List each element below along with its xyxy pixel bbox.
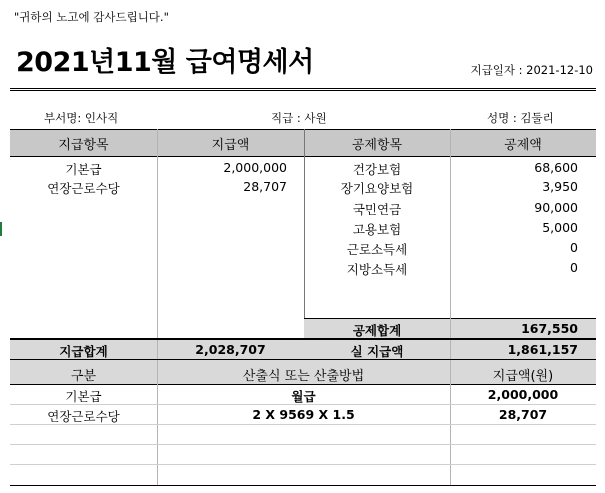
calc-row-category: 기본급 [65, 389, 102, 404]
row-line [10, 404, 596, 405]
deduction-amount: 3,950 [542, 179, 578, 194]
deduction-amount: 0 [570, 240, 578, 255]
department-label: 부서명: 인사직 [44, 111, 119, 125]
deduction-name: 고용보험 [352, 222, 402, 237]
deduct-total-value: 167,550 [521, 321, 578, 336]
row-line [10, 444, 596, 445]
pay-total-label: 지급합계 [59, 344, 108, 359]
calc-header-category: 구분 [70, 369, 97, 384]
calc-row-amount: 2,000,000 [487, 387, 559, 402]
employee-name-label: 성명 : 김둘리 [487, 111, 554, 125]
net-pay-label: 실 지급액 [350, 344, 404, 359]
deduction-amount: 5,000 [542, 220, 578, 235]
row-line [10, 424, 596, 425]
net-pay-value: 1,861,157 [507, 342, 578, 357]
pay-date: 지급일자 : 2021-12-10 [470, 63, 593, 77]
greeting-text: "귀하의 노고에 감사드립니다." [14, 10, 169, 24]
calc-header-method: 산출식 또는 산출방법 [242, 369, 365, 384]
calc-row-method: 2 X 9569 X 1.5 [252, 407, 355, 422]
deduction-name: 장기요양보험 [340, 181, 414, 196]
pay-item-name: 연장근로수당 [47, 181, 120, 196]
pay-total-value: 2,028,707 [195, 342, 266, 357]
calc-row-category: 연장근로수당 [47, 409, 120, 424]
position-label: 직급 : 사원 [271, 111, 327, 125]
calc-row-amount: 28,707 [498, 407, 548, 422]
header-pay-item: 지급항목 [58, 138, 109, 153]
calc-row-method: 월급 [291, 389, 316, 404]
deduction-name: 지방소득세 [346, 262, 408, 277]
deduction-amount: 68,600 [534, 160, 578, 175]
table-bottom-border [10, 485, 596, 486]
title-divider [10, 88, 596, 91]
header-deduct-amount: 공제액 [504, 138, 542, 153]
deduction-name: 근로소득세 [346, 242, 408, 257]
pay-item-amount: 2,000,000 [223, 160, 287, 175]
deduction-name: 국민연금 [352, 202, 402, 217]
pay-item-name: 기본급 [65, 162, 102, 177]
header-pay-amount: 지급액 [211, 138, 250, 153]
calc-header-amount: 지급액(원) [492, 369, 554, 384]
page-title: 2021년11월 급여명세서 [16, 47, 314, 78]
deduction-name: 건강보험 [352, 162, 402, 177]
pay-item-amount: 28,707 [243, 179, 287, 194]
header-deduct-item: 공제항목 [351, 138, 403, 153]
deduction-amount: 0 [570, 260, 578, 275]
sheet-edge-marker [0, 222, 2, 236]
row-line [10, 464, 596, 465]
deduct-total-label: 공제합계 [352, 323, 402, 338]
deduction-amount: 90,000 [534, 200, 578, 215]
